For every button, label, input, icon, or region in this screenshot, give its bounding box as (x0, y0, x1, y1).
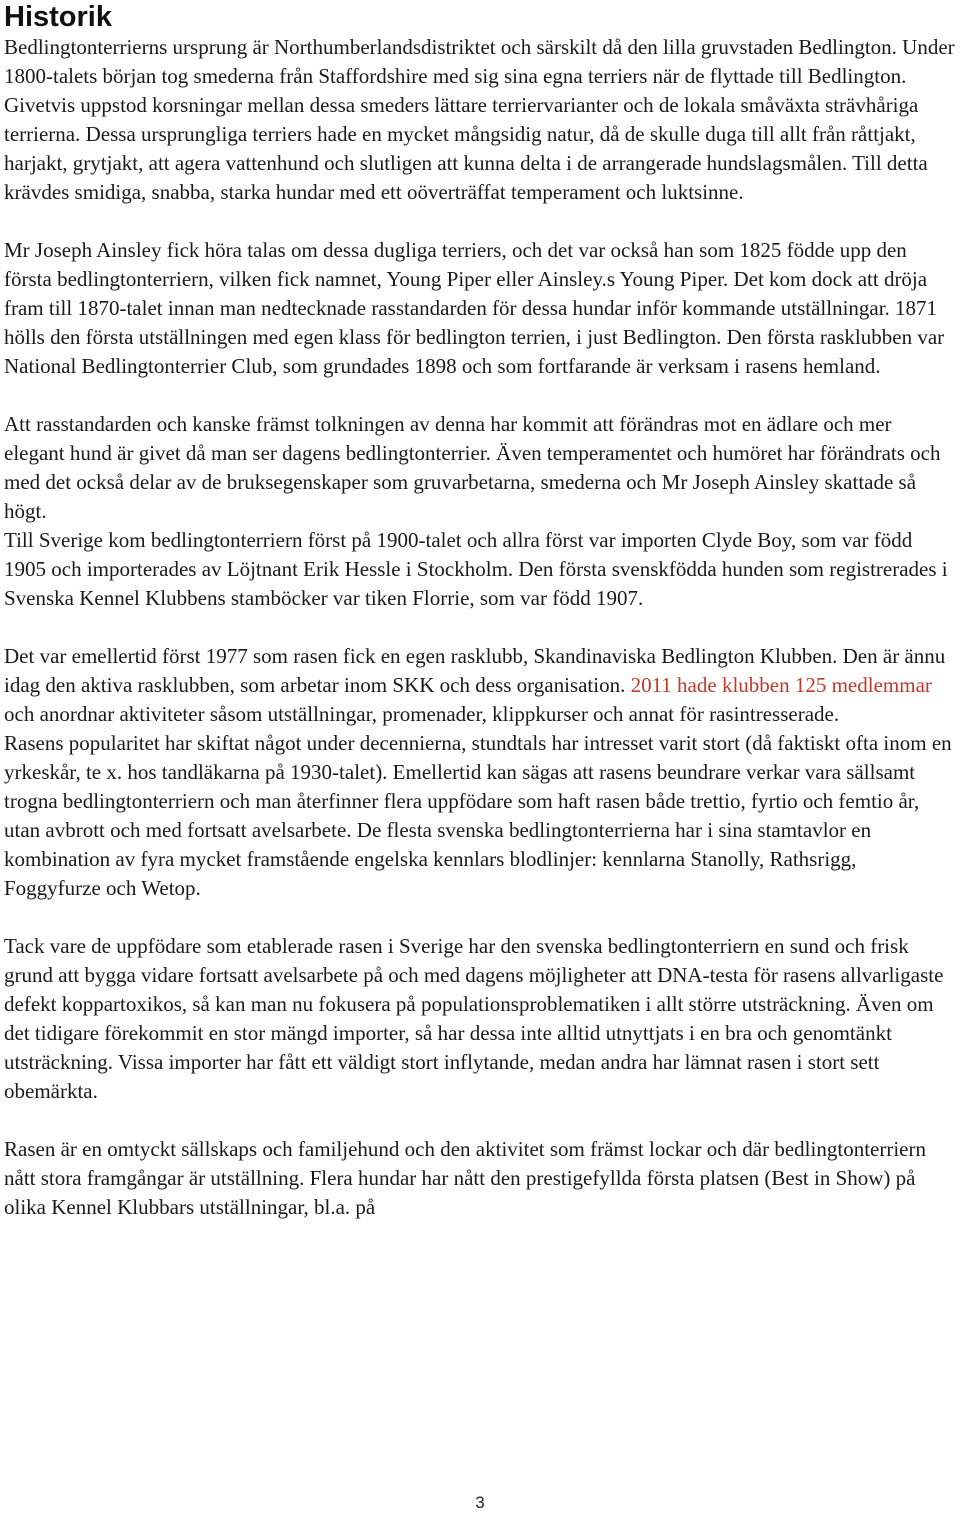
paragraph-sweden: Till Sverige kom bedlingtonterriern först på 1900-talet och allra först var importen Clyde Boy, som var född 1905 och importerades av Löjtnant Erik Hessle i Stockholm. Den första svenskfödda hunden som registrerades i Svenska Kennel Klubbens stamböcker var tiken Florrie, som var född 1907. (4, 528, 948, 610)
paragraph-popularity: Rasens popularitet har skiftat något under decennierna, stundtals har intresset varit stort (då faktiskt ofta inom en yrkeskår, te x. hos tandläkarna på 1930-talet). Emellertid kan sägas att rasens beundrare verkar vara sällsamt trogna bedlingtonterriern och man återfinner flera uppfödare som haft rasen både trettio, fyrtio och femtio år, utan avbrott och med fortsatt avelsarbete. De flesta svenska bedlingtonterrierna har i sina stamtavlor en kombination av fyra mycket framstående engelska kennlars blodlinjer: kennlarna Stanolly, Rathsrigg, Foggyfurze och Wetop. (4, 731, 952, 900)
paragraph-origin: Bedlingtonterrierns ursprung är Northumberlandsdistriktet och särskilt då den lilla gruvstaden Bedlington. Under 1800-talets början tog smederna från Staffordshire med sig sina egna terriers när de flyttade till Bedlington. Givetvis uppstod korsningar mellan dessa smeders lättare terriervarianter och de lokala småväxta strävhåriga terrierna. Dessa ursprungliga terriers hade en mycket mångsidig natur, då de skulle duga till allt från råttjakt, harjakt, grytjakt, att agera vattenhund och slutligen att kunna delta i de arrangerade hundslagsmålen. Till detta krävdes smidiga, snabba, starka hundar med ett oöverträffat temperament och luktsinne. (4, 35, 955, 204)
paragraph-companion: Rasen är en omtyckt sällskaps och familjehund och den aktivitet som främst lockar och där bedlingtonterriern nått stora framgångar är utställning. Flera hundar har nått den prestigefyllda första platsen (Best in Show) på olika Kennel Klubbars utställningar, bl.a. på (4, 1137, 926, 1219)
document-page (4, 0, 956, 1222)
paragraph-standard: Att rasstandarden och kanske främst tolkningen av denna har kommit att förändras mot en ädlare och mer elegant hund är givet då man ser dagens bedlingtonterrier. Även temperamentet och humöret har förändrats och med det också delar av de bruksegenskaper som gruvarbetarna, smederna och Mr Joseph Ainsley skattade så högt. (4, 412, 941, 523)
club-text-before: Det var emellertid först 1977 som rasen fick en egen rasklubb, Skandinaviska Bedlington Klubben. Den är ännu idag den aktiva rasklubben, som arbetar inom SKK och dess organisation. (4, 644, 946, 697)
paragraph-breeders: Tack vare de uppfödare som etablerade rasen i Sverige har den svenska bedlingtonterriern en sund och frisk grund att bygga vidare fortsatt avelsarbete på och med dagens möjligheter att DNA-testa för rasens allvarligaste defekt koppartoxikos, så kan man nu fokusera på populationsproblematiken i allt större utsträckning. Även om det tidigare förekommit en stor mängd importer, så har dessa inte alltid utnyttjats i en bra och genomtänkt utsträckning. Vissa importer har fått ett väldigt stort inflytande, medan andra har lämnat rasen i stort sett obemärkta. (4, 934, 944, 1103)
page-number: 3 (475, 1493, 485, 1512)
club-text-after: och anordnar aktiviteter såsom utställningar, promenader, klippkurser och annat för rasintresserade. (4, 702, 840, 726)
paragraph-ainsley: Mr Joseph Ainsley fick höra talas om dessa dugliga terriers, och det var också han som 1825 födde upp den första bedlingtonterriern, vilken fick namnet, Young Piper eller Ainsley.s Young Piper. Det kom dock att dröja fram till 1870-talet innan man nedtecknade rasstandarden för dessa hundar inför kommande utställningar. 1871 hölls den första utställningen med egen klass för bedlington terrien, i just Bedlington. Den första rasklubben var National Bedlingtonterrier Club, som grundades 1898 och som fortfarande är verksam i rasens hemland. (4, 238, 945, 378)
club-members-highlight: 2011 hade klubben 125 medlemmar (630, 673, 932, 697)
paragraph-club (4, 642, 956, 729)
page-title: Historik (4, 1, 112, 33)
